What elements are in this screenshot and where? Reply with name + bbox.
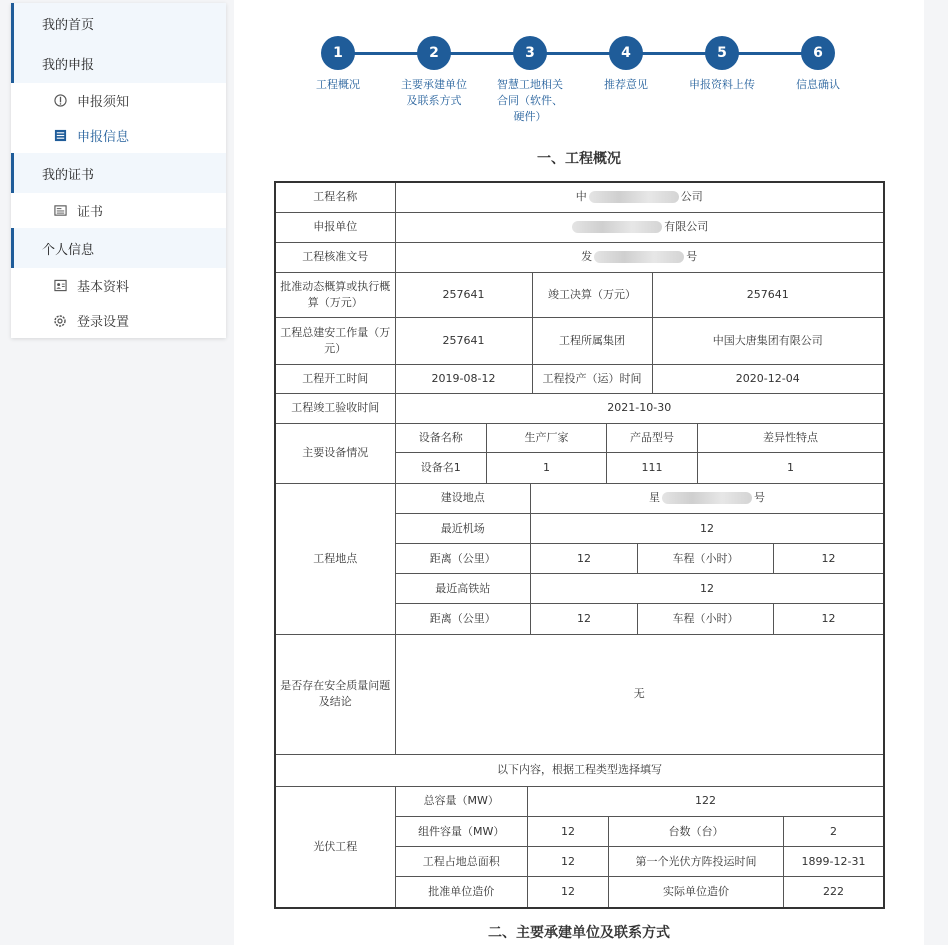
capacity-value: 122: [528, 787, 884, 817]
step-3[interactable]: [480, 36, 580, 125]
table-cell: 1: [698, 453, 884, 483]
equipment-table: [396, 424, 884, 483]
sidebar-item-label: 我的证书: [42, 167, 95, 183]
certificate-icon: [53, 204, 67, 218]
table-header: 生产厂家: [487, 424, 607, 453]
airport-value: 12: [531, 514, 884, 544]
sidebar-item-label: 我的申报: [42, 57, 95, 73]
project-name-value: 中 公司: [395, 182, 884, 212]
field-label: 总容量（MW）: [423, 794, 499, 808]
table-header: 设备名称: [418, 430, 463, 444]
sidebar: [11, 3, 226, 338]
field-label: 工程所属集团: [532, 317, 652, 364]
sidebar-item-label: 申报信息: [77, 130, 130, 145]
step-6[interactable]: [768, 36, 868, 93]
table-cell: 设备名1: [396, 453, 487, 483]
main-panel: [234, 0, 924, 945]
airport-distance-value: 12: [531, 544, 638, 574]
total-work-value: 257641: [395, 317, 532, 364]
final-account-value: 257641: [652, 272, 884, 317]
field-label: 工程总建安工作量（万元）: [275, 317, 395, 364]
step-label: 推荐意见: [604, 78, 648, 91]
sidebar-item-label: 证书: [77, 205, 104, 220]
field-label: 建设地点: [440, 491, 485, 505]
group-value: 中国大唐集团有限公司: [652, 317, 884, 364]
field-label: 工程占地总面积: [396, 847, 528, 877]
step-2[interactable]: [384, 36, 484, 109]
pv-table: [396, 787, 884, 907]
start-date-value: 2019-08-12: [395, 364, 532, 393]
sidebar-item-label: 基本资料: [77, 280, 130, 295]
rail-distance-value: 12: [531, 604, 638, 634]
approval-no-value: 发 号: [395, 242, 884, 272]
field-label: 竣工决算（万元）: [532, 272, 652, 317]
area-value: 12: [528, 847, 609, 877]
field-label: 批准动态概算或执行概算（万元）: [275, 272, 395, 317]
table-header: 产品型号: [607, 424, 698, 453]
step-number: 2: [417, 36, 451, 70]
gear-icon: [53, 314, 67, 328]
table-cell: 1: [487, 453, 607, 483]
site-value: 星 号: [531, 484, 884, 514]
sidebar-item-label: 申报须知: [77, 95, 130, 110]
step-label: 智慧工地相关合同（软件、硬件）: [497, 78, 563, 123]
sidebar-item-label: 个人信息: [42, 242, 95, 258]
step-5[interactable]: [672, 36, 772, 93]
field-label: 工程竣工验收时间: [275, 393, 395, 423]
actual-cost-value: 222: [784, 877, 884, 907]
units-value: 2: [784, 817, 884, 847]
rail-drive-value: 12: [774, 604, 884, 634]
sidebar-group-personal-info[interactable]: [11, 228, 226, 268]
field-label: 工程投产（运）时间: [532, 364, 652, 393]
step-number: 1: [321, 36, 355, 70]
profile-icon: [53, 279, 67, 293]
approved-cost-value: 12: [528, 877, 609, 907]
step-number: 3: [513, 36, 547, 70]
field-label: 申报单位: [275, 212, 395, 242]
sidebar-item-home[interactable]: [11, 3, 226, 43]
field-label: 距离（公里）: [396, 604, 531, 634]
progress-stepper: [234, 36, 924, 136]
sidebar-group-my-certificate[interactable]: [11, 153, 226, 193]
field-label: 工程地点: [275, 483, 395, 634]
sidebar-item-certificate[interactable]: [11, 193, 226, 228]
sidebar-item-basic-profile[interactable]: [11, 268, 226, 303]
step-4[interactable]: [576, 36, 676, 93]
info-circle-icon: [53, 94, 67, 108]
step-number: 4: [609, 36, 643, 70]
section-title-contractors: 二、主要承建单位及联系方式: [488, 925, 670, 941]
budget-value: 257641: [395, 272, 532, 317]
safety-value: 无: [395, 634, 884, 754]
sidebar-item-declaration-info[interactable]: [11, 118, 226, 153]
sidebar-item-label: 登录设置: [77, 315, 130, 330]
field-label: 主要设备情况: [275, 423, 395, 483]
step-label: 工程概况: [316, 78, 360, 91]
project-overview-table: [274, 181, 885, 909]
redacted-mark: [572, 221, 662, 233]
acceptance-date-value: 2021-10-30: [395, 393, 884, 423]
field-label: 车程（小时）: [638, 544, 774, 574]
type-note: 以下内容，根据工程类型选择填写: [275, 754, 884, 786]
field-label: 是否存在安全质量问题及结论: [275, 634, 395, 754]
airport-drive-value: 12: [774, 544, 884, 574]
field-label: 最近机场: [396, 514, 531, 544]
step-label: 主要承建单位及联系方式: [401, 78, 467, 107]
operation-date-value: 2020-12-04: [652, 364, 884, 393]
field-label: 工程名称: [275, 182, 395, 212]
rail-value: 12: [531, 574, 884, 604]
field-label: 工程核准文号: [275, 242, 395, 272]
field-label: 车程（小时）: [638, 604, 774, 634]
field-label: 最近高铁站: [396, 574, 531, 604]
field-label: 距离（公里）: [396, 544, 531, 574]
location-table: [396, 484, 884, 634]
step-number: 5: [705, 36, 739, 70]
field-label: 批准单位造价: [396, 877, 528, 907]
field-label: 实际单位造价: [609, 877, 784, 907]
redacted-mark: [662, 492, 752, 504]
step-1[interactable]: [288, 36, 388, 93]
sidebar-item-login-settings[interactable]: [11, 303, 226, 338]
sidebar-item-declaration-notice[interactable]: [11, 83, 226, 118]
redacted-mark: [589, 191, 679, 203]
field-label: 第一个光伏方阵投运时间: [609, 847, 784, 877]
sidebar-group-my-declaration[interactable]: [11, 43, 226, 83]
table-header: 差异性特点: [698, 424, 884, 453]
step-label: 申报资料上传: [689, 78, 755, 91]
applicant-value: 有限公司: [395, 212, 884, 242]
step-label: 信息确认: [796, 78, 840, 91]
field-label: 光伏工程: [275, 786, 395, 908]
table-cell: 111: [607, 453, 698, 483]
module-value: 12: [528, 817, 609, 847]
list-icon: [53, 129, 67, 143]
first-array-value: 1899-12-31: [784, 847, 884, 877]
redacted-mark: [594, 251, 684, 263]
field-label: 工程开工时间: [275, 364, 395, 393]
section-title-overview: 一、工程概况: [537, 151, 621, 167]
sidebar-item-label: 我的首页: [42, 17, 95, 33]
field-label: 台数（台）: [609, 817, 784, 847]
step-number: 6: [801, 36, 835, 70]
field-label: 组件容量（MW）: [396, 817, 528, 847]
